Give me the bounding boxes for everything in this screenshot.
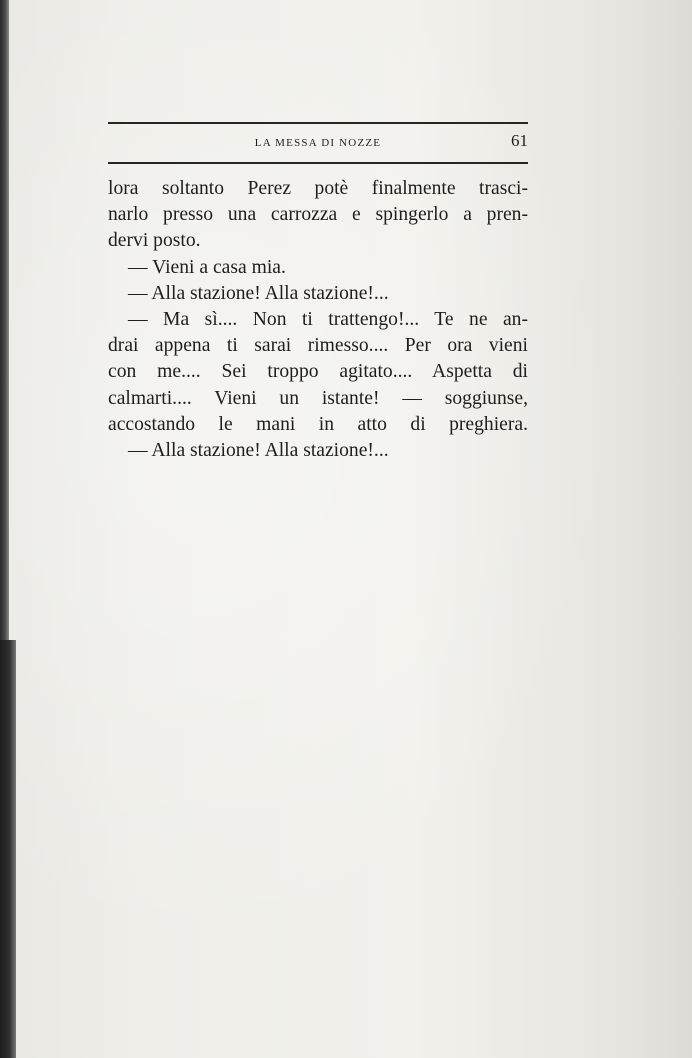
header-rule-top bbox=[108, 122, 528, 124]
running-head: LA MESSA DI NOZZE bbox=[254, 137, 382, 149]
text-line: lora soltanto Perez potè finalmente trasci- bbox=[108, 178, 528, 199]
text-line: — Alla stazione! Alla stazione!... bbox=[128, 282, 389, 304]
header-rule-bottom bbox=[108, 162, 528, 164]
text-line: con me.... Sei troppo agitato.... Aspetta di bbox=[108, 361, 528, 383]
text-line: accostando le mani in atto di preghiera. bbox=[108, 413, 528, 435]
text-line: — Vieni a casa mia. bbox=[128, 256, 286, 278]
text-line: — Ma sì.... Non ti trattengo!... Te ne an- bbox=[128, 309, 528, 331]
text-line: — Alla stazione! Alla stazione!... bbox=[128, 440, 389, 462]
page-number: 61 bbox=[511, 131, 528, 150]
text-line: dervi posto. bbox=[108, 230, 201, 252]
text-line: calmarti.... Vieni un istante! — soggiunse, bbox=[108, 387, 528, 409]
binding-shadow-lower bbox=[0, 640, 16, 1058]
text-line: narlo presso una carrozza e spingerlo a pren- bbox=[108, 204, 528, 226]
body-text bbox=[108, 176, 528, 464]
page-header bbox=[108, 128, 528, 158]
text-line: drai appena ti sarai rimesso.... Per ora vieni bbox=[108, 335, 528, 357]
